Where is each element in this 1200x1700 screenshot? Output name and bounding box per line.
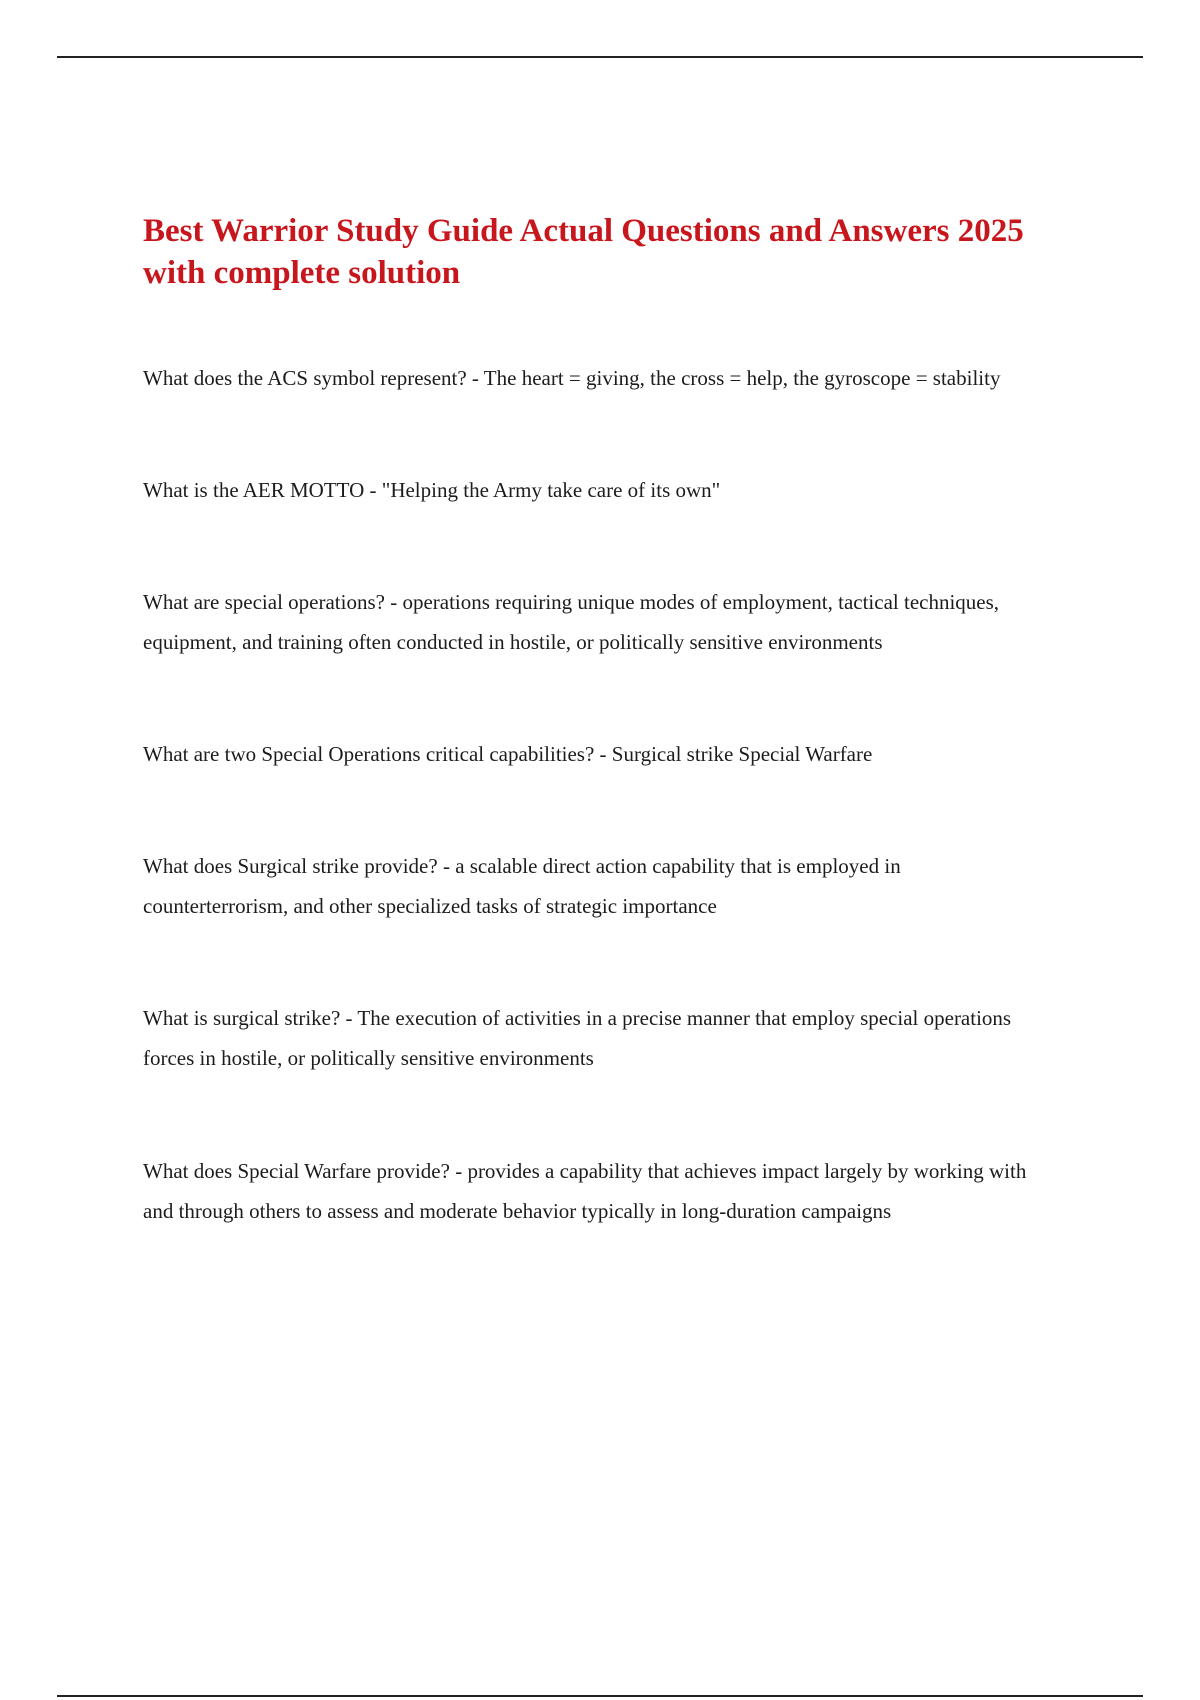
header-rule: [57, 56, 1143, 58]
qa-item-special-operations: What are special operations? - operations requiring unique modes of employment, tactical techniques, equipment, and training often conducted in hostile, or politically sensitive environments: [143, 590, 1000, 654]
qa-item-acs-symbol: What does the ACS symbol represent? - The heart = giving, the cross = help, the gyroscope = stability: [143, 366, 1001, 390]
qa-item-special-warfare-provide: What does Special Warfare provide? - provides a capability that achieves impact largely by working with and through others to assess and moderate behavior typically in long-duration campaigns: [143, 1159, 1027, 1223]
document-body: [143, 210, 1043, 1231]
footer-rule: [57, 1695, 1143, 1697]
qa-item-surgical-strike-provide: What does Surgical strike provide? - a scalable direct action capability that is employed in counterterrorism, and other specialized tasks of strategic importance: [143, 854, 901, 918]
qa-item-surgical-strike-definition: What is surgical strike? - The execution of activities in a precise manner that employ special operations forces in hostile, or politically sensitive environments: [143, 1006, 1012, 1070]
document-title: Best Warrior Study Guide Actual Questions and Answers 2025 with complete solution: [143, 213, 1024, 291]
qa-item-aer-motto: What is the AER MOTTO - "Helping the Army take care of its own": [143, 478, 721, 502]
qa-item-critical-capabilities: What are two Special Operations critical capabilities? - Surgical strike Special Warfare: [143, 742, 873, 766]
qa-list: [143, 358, 1043, 1231]
